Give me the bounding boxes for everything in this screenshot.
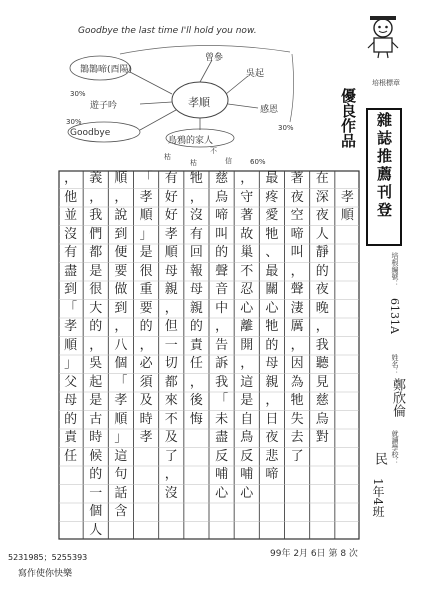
essay-character: ， [189, 189, 203, 205]
essay-character: 沒 [64, 226, 78, 242]
essay-character: ， [315, 319, 329, 334]
essay-character: 慈 [215, 171, 229, 186]
essay-character: 很 [139, 263, 153, 279]
mind-map-note: 枯 [164, 153, 171, 161]
essay-character: 盡 [215, 430, 229, 445]
essay-character: 及 [139, 393, 153, 408]
essay-character: 離 [240, 319, 254, 334]
essay-character: 的 [89, 467, 103, 482]
essay-character: 厲 [290, 319, 304, 334]
school-value: 民 [372, 452, 387, 465]
essay-character: ， [164, 300, 178, 316]
essay-character: 是 [240, 393, 254, 408]
essay-character: 是 [139, 245, 153, 260]
essay-character: 必 [139, 356, 153, 371]
essay-character: 悲 [265, 448, 279, 464]
essay-character: 心 [265, 300, 279, 316]
mind-map-node: Goodbye [70, 128, 111, 138]
essay-character: 心 [240, 300, 254, 316]
essay-character: 我 [215, 374, 229, 390]
essay-character: 大 [89, 300, 103, 316]
essay-character: 到 [64, 282, 78, 297]
essay-character: 中 [215, 300, 229, 316]
essay-character: 順 [164, 245, 178, 260]
grade-value: 1年4班 [371, 478, 385, 518]
essay-character: 順 [340, 208, 354, 223]
essay-character: ， [139, 337, 153, 353]
essay-character: 空 [290, 208, 304, 223]
essay-character: 便 [114, 245, 128, 260]
essay-character: 、 [265, 245, 279, 260]
essay-character: 都 [164, 374, 178, 390]
essay-character: 為 [290, 374, 304, 390]
essay-character: 烏 [315, 411, 329, 427]
mind-map-note: 枯 [190, 159, 197, 167]
essay-character: 切 [164, 356, 178, 371]
essay-character: 日 [265, 411, 279, 427]
essay-character: 報 [189, 263, 203, 279]
essay-character: 順 [114, 171, 128, 186]
essay-character: ， [189, 374, 203, 390]
essay-character: 說 [114, 208, 128, 223]
essay-character: 但 [164, 319, 178, 334]
essay-character: 悔 [189, 411, 203, 427]
essay-character: 牠 [265, 319, 279, 334]
essay-character: ， [290, 337, 304, 353]
mind-map-note: 30% [66, 118, 82, 126]
essay-character: 孝 [164, 226, 178, 242]
essay-character: 都 [89, 245, 103, 260]
essay-character: 夜 [265, 430, 279, 445]
essay-character: 反 [240, 448, 254, 464]
essay-character: 們 [89, 226, 103, 242]
mind-map-node: 鵲鵲啼(酉陽) [80, 65, 133, 75]
essay-character: 句 [114, 467, 128, 482]
essay-character: 聲 [215, 263, 229, 279]
essay-character: 故 [240, 226, 254, 242]
essay-character: 的 [64, 411, 78, 427]
essay-character: 了 [290, 448, 304, 464]
mascot-stamp-icon [364, 14, 402, 60]
essay-character: 並 [64, 208, 78, 223]
essay-character: 見 [315, 374, 329, 390]
essay-character: 這 [114, 448, 128, 464]
essay-character: 好 [164, 208, 178, 223]
essay-character: 開 [240, 337, 254, 353]
essay-character: 孝 [139, 189, 153, 205]
essay-character: 訴 [215, 356, 229, 371]
top-handwritten-note: Goodbye the last time I'll hold you now. [78, 26, 257, 36]
essay-character: 任 [189, 356, 203, 371]
essay-character: 著 [240, 208, 254, 223]
essay-character: 時 [139, 411, 153, 427]
essay-character: 著 [290, 171, 304, 186]
essay-character: 順 [139, 208, 153, 223]
essay-character: 是 [89, 393, 103, 408]
essay-character: ， [215, 319, 229, 334]
essay-character: 是 [89, 263, 103, 279]
essay-character: 有 [164, 171, 178, 186]
essay-character: 責 [189, 337, 203, 353]
essay-character: 吳 [89, 356, 103, 371]
name-value: 鄭欣倫 [390, 378, 405, 417]
essay-character: 及 [164, 430, 178, 445]
essay-character: 親 [189, 300, 203, 316]
essay-character: 了 [164, 448, 178, 464]
essay-character: 聽 [315, 356, 329, 371]
essay-character: 「 [64, 300, 78, 316]
essay-character: 「 [215, 393, 229, 408]
essay-character: ， [89, 337, 103, 353]
essay-character: 我 [315, 337, 329, 353]
mind-map-note: 30% [278, 124, 294, 132]
essay-character: 夜 [315, 208, 329, 223]
mind-map-node: 感恩 [260, 105, 279, 115]
essay-character: 夜 [315, 282, 329, 297]
essay-character: 要 [139, 300, 153, 316]
essay-character: 有 [64, 245, 78, 260]
mind-map-note: 不 [210, 147, 217, 155]
essay-character: 的 [89, 319, 103, 334]
essay-character: ， [64, 171, 78, 186]
essay-character: 心 [240, 485, 254, 501]
mind-map [60, 42, 320, 174]
essay-character: 啼 [215, 208, 229, 223]
essay-character: 疼 [265, 189, 279, 205]
essay-character: 人 [89, 522, 103, 538]
essay-character: 關 [265, 282, 279, 297]
essay-character: 因 [290, 356, 304, 371]
essay-character: 啼 [265, 467, 279, 482]
school-label: 就讀學校： [391, 430, 399, 465]
essay-character: 我 [89, 208, 103, 223]
essay-character: 牠 [189, 171, 203, 186]
essay-character: 親 [164, 282, 178, 297]
essay-character: 夜 [290, 189, 304, 205]
essay-character: 淒 [290, 300, 304, 316]
essay-character: 八 [114, 337, 128, 353]
essay-character: 」 [114, 430, 128, 445]
essay-character: 做 [114, 282, 128, 297]
essay-character: 慈 [315, 393, 329, 408]
essay-character: 靜 [315, 245, 329, 260]
essay-character: 守 [240, 189, 254, 205]
essay-character: 叫 [215, 226, 229, 242]
essay-character: 須 [139, 374, 153, 390]
essay-character: 的 [315, 263, 329, 279]
submission-date: 99年 2月 6日 第 8 次 [270, 549, 358, 559]
essay-character: 盡 [64, 263, 78, 279]
essay-character: 巢 [240, 245, 254, 260]
essay-character: 順 [64, 337, 78, 353]
essay-character: 要 [114, 263, 128, 279]
essay-character: 回 [189, 245, 203, 260]
essay-character: 叫 [290, 245, 304, 260]
essay-character: 對 [315, 430, 329, 445]
essay-character: 人 [315, 226, 329, 242]
essay-character: 話 [114, 485, 128, 501]
mind-map-note: 信 [225, 157, 232, 165]
essay-character: 古 [89, 411, 103, 427]
essay-character: 有 [189, 226, 203, 242]
essay-character: 沒 [189, 208, 203, 223]
essay-character: 沒 [164, 485, 178, 501]
essay-character: ， [265, 393, 279, 408]
essay-character: 他 [64, 189, 78, 205]
essay-character: 候 [89, 448, 103, 464]
name-label: 姓名： [391, 354, 399, 375]
essay-character: 好 [164, 189, 178, 205]
essay-character: 一 [89, 485, 103, 501]
essay-character: 牠 [290, 393, 304, 408]
essay-character: 的 [265, 337, 279, 353]
essay-character: 父 [64, 374, 78, 390]
essay-character: 「 [139, 171, 153, 186]
essay-character: 一 [164, 337, 178, 353]
contact-number: 5231985；5255393 [8, 553, 88, 562]
essay-character: 自 [240, 411, 254, 427]
mind-map-node: 鳥鴉的家人 [168, 136, 214, 146]
essay-character: 責 [64, 430, 78, 445]
essay-character: 哺 [215, 467, 229, 482]
essay-character: 這 [240, 374, 254, 390]
essay-character: 」 [139, 226, 153, 242]
essay-character: ， [164, 467, 178, 482]
code-label: 培根編號： [391, 252, 399, 287]
essay-character: 牠 [265, 226, 279, 242]
essay-character: ， [240, 356, 254, 371]
essay-character: 母 [189, 282, 203, 297]
recommend-label: 雜誌推薦刊登 [375, 112, 393, 220]
essay-character: 不 [164, 411, 178, 427]
essay-character: 個 [114, 356, 128, 371]
mind-map-center: 孝順 [188, 96, 210, 109]
essay-character: 孝 [114, 393, 128, 408]
essay-character: 任 [64, 448, 78, 464]
essay-character: 心 [215, 485, 229, 501]
essay-character: 順 [114, 411, 128, 427]
mind-map-node: 遊子吟 [90, 101, 118, 111]
essay-character: 起 [89, 374, 103, 390]
recommend-box [366, 108, 402, 246]
essay-character: 反 [215, 448, 229, 464]
essay-character: 失 [290, 411, 304, 427]
essay-character: 母 [164, 263, 178, 279]
essay-character: 鳥 [240, 430, 254, 445]
mind-map-note: 30% [70, 90, 86, 98]
essay-character: 最 [265, 263, 279, 279]
essay-character: 母 [64, 393, 78, 408]
essay-character: 在 [315, 171, 329, 186]
essay-character: 孝 [64, 319, 78, 334]
essay-character: 個 [89, 504, 103, 519]
essay-character: 「 [114, 374, 128, 390]
student-info [364, 252, 412, 542]
essay-character: 很 [89, 282, 103, 297]
essay-character: 的 [139, 319, 153, 334]
essay-character: 母 [265, 356, 279, 371]
essay-character: 啼 [290, 226, 304, 242]
essay-character: ， [240, 171, 254, 186]
essay-character: 來 [164, 393, 178, 408]
essay-character: 的 [215, 245, 229, 260]
essay-character: 最 [265, 171, 279, 186]
essay-character: ， [290, 263, 304, 279]
stamp-label: 培根標章 [372, 79, 400, 87]
essay-character: 的 [189, 319, 203, 334]
essay-character: 聲 [290, 282, 304, 297]
essay-character: 不 [240, 263, 254, 279]
mind-map-node: 吳起 [246, 69, 265, 79]
essay-character: ， [114, 189, 128, 205]
essay-character: 未 [215, 411, 229, 427]
essay-character: 時 [89, 430, 103, 445]
essay-character: 義 [89, 171, 103, 186]
essay-character: 音 [215, 282, 229, 297]
essay-grid [58, 170, 360, 540]
essay-character: 重 [139, 282, 153, 297]
essay-character: 含 [114, 504, 128, 519]
essay-character: 哺 [240, 467, 254, 482]
essay-character: 後 [189, 393, 203, 408]
mind-map-note: 60% [250, 158, 266, 166]
essay-character: 深 [315, 189, 329, 205]
essay-character: 」 [64, 356, 78, 371]
essay-character: 告 [215, 337, 229, 353]
essay-character: 孝 [340, 189, 354, 205]
essay-character: 愛 [265, 208, 279, 223]
footer-slogan: 寫作使你快樂 [18, 569, 73, 579]
essay-character: 到 [114, 226, 128, 242]
essay-character: 孝 [139, 430, 153, 445]
essay-character: 烏 [215, 189, 229, 205]
award-label: 優良作品 [339, 88, 357, 148]
essay-character: 到 [114, 300, 128, 316]
essay-character: ， [114, 319, 128, 334]
essay-character: 親 [265, 374, 279, 390]
essay-character: 晚 [315, 300, 329, 316]
code-value: 6131A [388, 298, 401, 334]
essay-character: 去 [290, 430, 304, 445]
essay-character: 忍 [240, 282, 254, 297]
essay-character: ， [89, 189, 103, 205]
mind-map-node: 曾參 [205, 53, 224, 63]
